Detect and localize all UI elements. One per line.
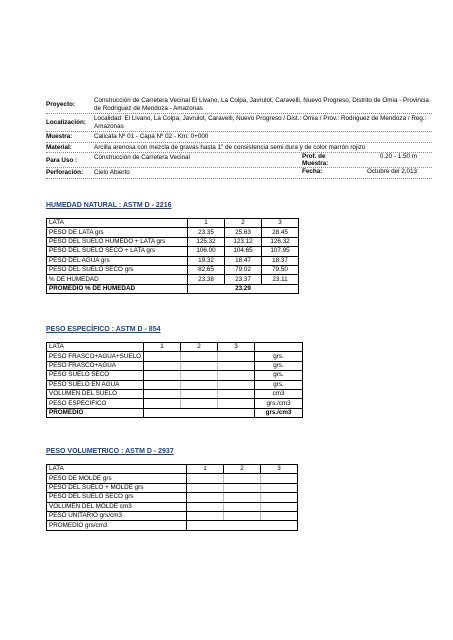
table-row	[47, 265, 299, 274]
empty-cell	[261, 511, 298, 520]
empty-cell	[144, 371, 181, 380]
table-header-row	[47, 343, 303, 352]
table-cell: 123.12	[225, 237, 262, 246]
empty-cell	[144, 361, 181, 370]
empty-cell	[187, 493, 224, 502]
row-label: PESO DEL SUELO SECO grs	[47, 493, 187, 502]
uso-value: Construcción de Carretera Vecinal	[94, 154, 190, 161]
proyecto-row	[46, 96, 432, 114]
prof-value: 0.20 - 1.50 m	[379, 153, 417, 160]
row-label: PESO FRASCO+AGUA	[47, 361, 144, 370]
unit-cell: grs.	[255, 380, 303, 389]
muestra-value: Calicata Nº 01 - Capa Nº 02 - Km: 0+000	[94, 133, 209, 140]
promedio-label: PROMEDIO	[47, 408, 144, 417]
table-row	[47, 275, 299, 284]
table-row	[47, 247, 299, 256]
row-label: VOLUMEN DEL MOLDE cm3	[47, 502, 187, 511]
table-row	[47, 228, 299, 237]
header-cell: LATA	[47, 465, 187, 474]
empty-cell	[218, 380, 255, 389]
empty-cell	[261, 483, 298, 492]
unit-cell: cm3	[255, 389, 303, 398]
header-cell: 1	[188, 219, 225, 228]
table-cell: 28.45	[262, 228, 299, 237]
perforacion-row	[46, 168, 432, 179]
header-cell: 1	[144, 343, 181, 352]
empty-cell	[181, 371, 218, 380]
header-cell: 3	[261, 465, 298, 474]
sample-header	[46, 96, 432, 179]
empty-cell	[187, 474, 224, 483]
especifico-title: PESO ESPECÍFICO : ASTM D - 854	[46, 326, 161, 333]
fecha-value: Octubre del 2,013	[366, 168, 417, 175]
header-cell: 3	[218, 343, 255, 352]
row-label: PESO SUELO SECO	[47, 371, 144, 380]
fecha-label: Fecha:	[302, 168, 323, 175]
header-cell: 2	[225, 219, 262, 228]
empty-cell	[181, 361, 218, 370]
humedad-table	[46, 218, 299, 294]
empty-cell	[224, 474, 261, 483]
table-cell: 126.32	[262, 237, 299, 246]
table-header-row	[47, 219, 299, 228]
table-row	[47, 237, 299, 246]
unit-cell: grs.	[255, 361, 303, 370]
empty-cell	[181, 389, 218, 398]
empty-cell	[144, 408, 255, 417]
promedio-value: 23.29	[188, 284, 299, 293]
table-row	[47, 474, 298, 483]
empty-cell	[181, 399, 218, 408]
promedio-row	[47, 408, 303, 417]
row-label: % DE HUMEDAD	[47, 275, 188, 284]
table-row	[47, 521, 298, 530]
table-cell: 23.35	[188, 228, 225, 237]
empty-cell	[144, 352, 181, 361]
table-row	[47, 371, 303, 380]
row-label: PESO ESPECIFICO	[47, 399, 144, 408]
muestra-row	[46, 132, 432, 143]
table-cell: 23.38	[188, 275, 225, 284]
table-cell: 104.65	[225, 247, 262, 256]
unit-cell: grs./cm3	[255, 399, 303, 408]
empty-cell	[261, 474, 298, 483]
localizacion-label: Localización:	[46, 119, 86, 126]
row-label: PROMEDIO grs/cm3	[47, 521, 187, 530]
table-row	[47, 352, 303, 361]
table-cell: 25.63	[225, 228, 262, 237]
row-label: PESO DEL SUELO SECO grs	[47, 265, 188, 274]
table-header-row	[47, 465, 298, 474]
humedad-title: HUMEDAD NATURAL : ASTM D - 2216	[46, 202, 172, 209]
table-row	[47, 256, 299, 265]
empty-cell	[187, 483, 224, 492]
empty-cell	[144, 399, 181, 408]
promedio-label: PROMEDIO % DE HUMEDAD	[47, 284, 188, 293]
table-row	[47, 493, 298, 502]
table-cell: 19.32	[188, 256, 225, 265]
localizacion-value: Localidad: El Livano, La Colpa, Javrulot, Caravelli, Nuevo Progreso / Dist.: Omia / Prov.: Rodriguez de Mendoza / Reg.: Amazonas	[94, 115, 427, 130]
empty-cell	[187, 521, 298, 530]
table-row	[47, 511, 298, 520]
promedio-unit: grs./cm3	[255, 408, 303, 417]
row-label: VOLUMEN DEL SUELO	[47, 389, 144, 398]
proyecto-label: Proyecto:	[46, 101, 76, 108]
header-cell: 2	[224, 465, 261, 474]
table-cell: 107.95	[262, 247, 299, 256]
empty-cell	[181, 380, 218, 389]
volumetrico-title: PESO VOLUMETRICO : ASTM D - 2937	[46, 448, 174, 455]
uso-label: Para Uso :	[46, 156, 78, 164]
empty-cell	[224, 511, 261, 520]
volumetrico-table	[46, 464, 298, 531]
material-label: Material:	[46, 143, 72, 151]
empty-cell	[224, 502, 261, 511]
table-row	[47, 399, 303, 408]
empty-cell	[218, 399, 255, 408]
table-cell: 23.11	[262, 275, 299, 284]
table-cell: 125.32	[188, 237, 225, 246]
header-cell: LATA	[47, 343, 144, 352]
row-label: PESO DEL SUELO + MOLDE grs	[47, 483, 187, 492]
table-row	[47, 380, 303, 389]
row-label: PESO UNITARIO grs/cm3	[47, 511, 187, 520]
empty-cell	[224, 483, 261, 492]
empty-cell	[187, 502, 224, 511]
perforacion-value: Cielo Abierto	[94, 169, 130, 176]
row-label: PESO SUELO EN AGUA	[47, 380, 144, 389]
empty-cell	[218, 389, 255, 398]
table-row	[47, 361, 303, 370]
muestra-label: Muestra:	[46, 133, 73, 141]
especifico-table	[46, 342, 303, 418]
perforacion-label: Perforación:	[46, 169, 84, 177]
table-row	[47, 502, 298, 511]
empty-cell	[187, 511, 224, 520]
empty-cell	[144, 380, 181, 389]
table-cell: 23.37	[225, 275, 262, 284]
empty-cell	[144, 389, 181, 398]
table-row	[47, 483, 298, 492]
proyecto-value: Construcción de Carretera Vecinal El Livano, La Colpa, Javrulot, Caravelli, Nuevo Progreso, Distrito de Omia - Provincia de Rodriguez de Mendoza - Amazonas	[94, 97, 429, 112]
header-cell: LATA	[47, 219, 188, 228]
empty-cell	[218, 371, 255, 380]
row-label: PESO DE MOLDE grs	[47, 474, 187, 483]
promedio-row	[47, 284, 299, 293]
row-label: PESO DEL SUELO HUMEDO + LATA grs	[47, 237, 188, 246]
prof-label: Prof. de Muestra:	[302, 153, 329, 167]
empty-cell	[218, 361, 255, 370]
empty-cell	[261, 493, 298, 502]
table-row	[47, 389, 303, 398]
unit-cell: grs.	[255, 371, 303, 380]
header-cell: 3	[262, 219, 299, 228]
row-label: PESO FRASCO+AGUA+SUELO	[47, 352, 144, 361]
table-cell: 82.65	[188, 265, 225, 274]
header-cell	[255, 343, 303, 352]
row-label: PESO DE LATA grs	[47, 228, 188, 237]
table-cell: 79.02	[225, 265, 262, 274]
table-cell: 79.50	[262, 265, 299, 274]
header-cell: 1	[187, 465, 224, 474]
empty-cell	[218, 352, 255, 361]
uso-row	[46, 153, 432, 168]
empty-cell	[224, 493, 261, 502]
row-label: PESO DEL AGUA grs	[47, 256, 188, 265]
table-cell: 106.00	[188, 247, 225, 256]
row-label: PESO DEL SUELO SECO + LATA grs	[47, 247, 188, 256]
empty-cell	[181, 352, 218, 361]
localizacion-row	[46, 114, 432, 132]
unit-cell: grs.	[255, 352, 303, 361]
material-value: Arcilla arenosa con mezcla de gravas hasta 1" de consistencia semi dura y de color marrón rojizo	[94, 143, 366, 151]
table-cell: 18.37	[262, 256, 299, 265]
empty-cell	[261, 502, 298, 511]
header-cell: 2	[181, 343, 218, 352]
table-cell: 18.47	[225, 256, 262, 265]
material-row	[46, 143, 432, 154]
